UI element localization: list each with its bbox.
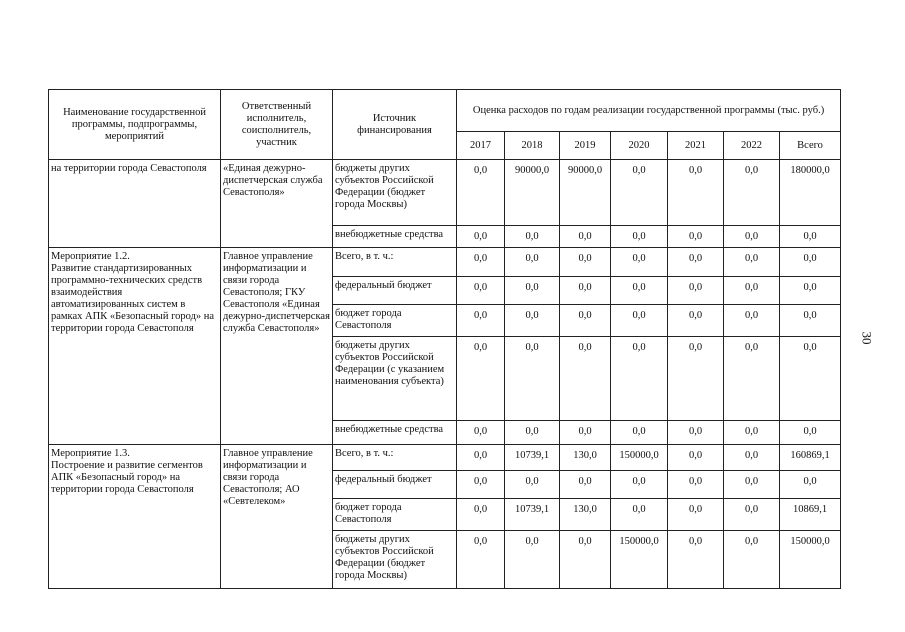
budget-table	[48, 89, 841, 589]
year-value: 0,0	[560, 305, 611, 337]
year-value: 0,0	[611, 160, 668, 226]
funding-source: федеральный бюджет	[333, 471, 457, 499]
year-value: 0,0	[457, 531, 505, 589]
year-value: 0,0	[668, 248, 724, 277]
year-value: 0,0	[457, 305, 505, 337]
year-value: 0,0	[611, 471, 668, 499]
year-value: 130,0	[560, 499, 611, 531]
page-number: 30	[859, 331, 875, 345]
year-value: 0,0	[505, 226, 560, 248]
funding-source: федеральный бюджет	[333, 277, 457, 305]
activity-name: Мероприятие 1.2. Развитие стандартизированных программно-технических средств взаимодействия автоматизированных систем в рамках АПК «Безопасный город» на территории города Севастополя	[49, 248, 221, 445]
year-value: 0,0	[560, 248, 611, 277]
total-value: 160869,1	[780, 445, 841, 471]
year-value: 0,0	[457, 337, 505, 421]
table-row	[49, 445, 841, 471]
total-value: 0,0	[780, 471, 841, 499]
responsible-executor: Главное управление информатизации и связи города Севастополя; ГКУ Севастополя «Единая дежурно-диспетчерская служба Севастополя»	[221, 248, 333, 445]
year-value: 0,0	[611, 305, 668, 337]
total-value: 0,0	[780, 248, 841, 277]
total-value: 0,0	[780, 305, 841, 337]
funding-source: бюджеты других субъектов Российской Федерации (с указанием наименования субъекта)	[333, 337, 457, 421]
year-value: 0,0	[668, 226, 724, 248]
year-value: 0,0	[724, 337, 780, 421]
funding-source: внебюджетные средства	[333, 226, 457, 248]
table-row	[49, 248, 841, 277]
year-value: 0,0	[505, 337, 560, 421]
year-value: 0,0	[724, 421, 780, 445]
year-value: 10739,1	[505, 499, 560, 531]
year-value: 0,0	[457, 499, 505, 531]
year-value: 0,0	[724, 160, 780, 226]
header-year: 2019	[560, 132, 611, 160]
header-name: Наименование государственной программы, подпрограммы, мероприятий	[49, 90, 221, 160]
year-value: 0,0	[611, 277, 668, 305]
responsible-executor: Главное управление информатизации и связи города Севастополя; АО «Севтелеком»	[221, 445, 333, 589]
year-value: 0,0	[668, 471, 724, 499]
activity-name: Мероприятие 1.3. Построение и развитие сегментов АПК «Безопасный город» на территории города Севастополя	[49, 445, 221, 589]
year-value: 0,0	[505, 248, 560, 277]
header-year: 2022	[724, 132, 780, 160]
year-value: 0,0	[560, 226, 611, 248]
total-value: 0,0	[780, 277, 841, 305]
year-value: 90000,0	[560, 160, 611, 226]
table-body	[49, 160, 841, 589]
header-source: Источник финансирования	[333, 90, 457, 160]
year-value: 0,0	[668, 421, 724, 445]
year-value: 0,0	[457, 226, 505, 248]
year-value: 0,0	[505, 421, 560, 445]
year-value: 0,0	[505, 305, 560, 337]
year-value: 0,0	[724, 445, 780, 471]
year-value: 130,0	[560, 445, 611, 471]
total-value: 10869,1	[780, 499, 841, 531]
header-year: 2018	[505, 132, 560, 160]
year-value: 0,0	[457, 277, 505, 305]
year-value: 0,0	[560, 421, 611, 445]
year-value: 0,0	[724, 226, 780, 248]
total-value: 0,0	[780, 337, 841, 421]
year-value: 0,0	[611, 226, 668, 248]
year-value: 0,0	[560, 531, 611, 589]
year-value: 0,0	[724, 305, 780, 337]
year-value: 0,0	[668, 305, 724, 337]
funding-source: бюджет города Севастополя	[333, 499, 457, 531]
funding-source: Всего, в т. ч.:	[333, 248, 457, 277]
year-value: 90000,0	[505, 160, 560, 226]
year-value: 150000,0	[611, 445, 668, 471]
year-value: 0,0	[668, 445, 724, 471]
year-value: 0,0	[611, 337, 668, 421]
header-year: 2020	[611, 132, 668, 160]
year-value: 0,0	[611, 421, 668, 445]
header-total: Всего	[780, 132, 841, 160]
total-value: 0,0	[780, 226, 841, 248]
year-value: 0,0	[505, 277, 560, 305]
year-value: 0,0	[668, 160, 724, 226]
activity-name: на территории города Севастополя	[49, 160, 221, 248]
year-value: 0,0	[560, 277, 611, 305]
header-estimate: Оценка расходов по годам реализации государственной программы (тыс. руб.)	[457, 90, 841, 132]
year-value: 0,0	[668, 277, 724, 305]
year-value: 0,0	[668, 531, 724, 589]
header-year: 2021	[668, 132, 724, 160]
total-value: 150000,0	[780, 531, 841, 589]
year-value: 0,0	[457, 421, 505, 445]
year-value: 0,0	[457, 160, 505, 226]
year-value: 0,0	[560, 337, 611, 421]
header-responsible: Ответственный исполнитель, соисполнитель, участник	[221, 90, 333, 160]
responsible-executor: «Единая дежурно-диспетчерская служба Севастополя»	[221, 160, 333, 248]
year-value: 0,0	[611, 248, 668, 277]
year-value: 0,0	[505, 531, 560, 589]
funding-source: бюджеты других субъектов Российской Федерации (бюджет города Москвы)	[333, 531, 457, 589]
year-value: 0,0	[505, 471, 560, 499]
year-value: 0,0	[611, 499, 668, 531]
year-value: 0,0	[457, 445, 505, 471]
header-year: 2017	[457, 132, 505, 160]
year-value: 0,0	[724, 471, 780, 499]
year-value: 150000,0	[611, 531, 668, 589]
year-value: 0,0	[668, 499, 724, 531]
year-value: 0,0	[724, 499, 780, 531]
total-value: 180000,0	[780, 160, 841, 226]
table-header	[49, 90, 841, 160]
year-value: 0,0	[724, 531, 780, 589]
year-value: 0,0	[560, 471, 611, 499]
funding-source: бюджет города Севастополя	[333, 305, 457, 337]
year-value: 0,0	[457, 471, 505, 499]
total-value: 0,0	[780, 421, 841, 445]
funding-source: Всего, в т. ч.:	[333, 445, 457, 471]
year-value: 0,0	[668, 337, 724, 421]
funding-source: внебюджетные средства	[333, 421, 457, 445]
year-value: 0,0	[457, 248, 505, 277]
year-value: 10739,1	[505, 445, 560, 471]
funding-source: бюджеты других субъектов Российской Федерации (бюджет города Москвы)	[333, 160, 457, 226]
year-value: 0,0	[724, 248, 780, 277]
table-row	[49, 160, 841, 226]
year-value: 0,0	[724, 277, 780, 305]
